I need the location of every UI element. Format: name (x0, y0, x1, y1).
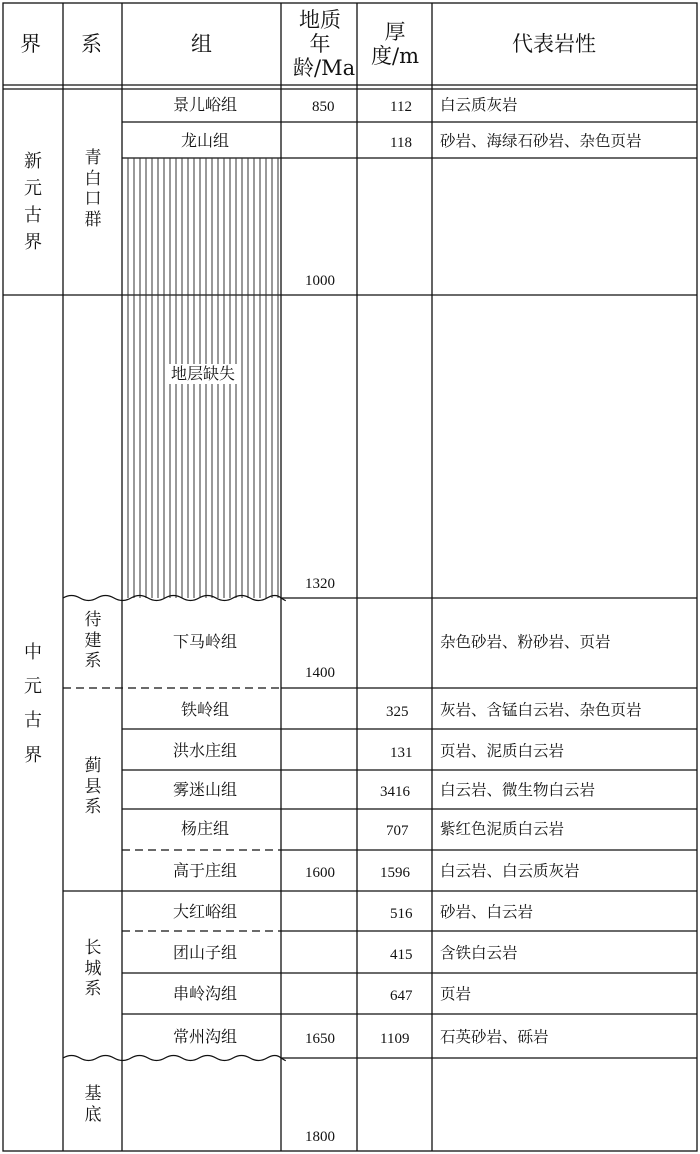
formation-name: 洪水庄组 (172, 741, 238, 760)
unconformity-wave-1320 (63, 596, 285, 601)
formation-thickness: 707 (386, 823, 409, 839)
formation-thickness: 1109 (380, 1031, 410, 1047)
formation-lithology: 砂岩、海绿石砂岩、杂色页岩 (440, 132, 642, 150)
header-lithology: 代表岩性 (512, 32, 596, 56)
table-border (3, 3, 697, 1151)
era-mesoproterozoic: 中元古界 (24, 642, 42, 766)
system-jidi: 基底 (84, 1084, 102, 1125)
unconformity-wave-1650 (63, 1056, 285, 1061)
formation-lithology: 白云岩、白云质灰岩 (440, 862, 580, 880)
formation-name: 杨庄组 (180, 819, 230, 838)
system-daijian: 待建系 (84, 610, 102, 672)
age-1800: 1800 (305, 1129, 335, 1145)
formation-age: 1650 (305, 1031, 335, 1047)
formation-lithology: 紫红色泥质白云岩 (440, 820, 565, 838)
formation-name: 雾迷山组 (172, 780, 238, 799)
formation-lithology: 灰岩、含锰白云岩、杂色页岩 (440, 701, 642, 719)
system-qingbaikou: 青白口群 (84, 148, 102, 231)
system-changcheng: 长城系 (84, 938, 102, 1000)
formation-name: 龙山组 (180, 131, 230, 150)
formation-thickness: 112 (390, 99, 412, 115)
gap-label: 地层缺失 (167, 364, 239, 384)
formation-name: 团山子组 (172, 943, 238, 962)
formation-name: 高于庄组 (172, 861, 238, 880)
formation-name: 下马岭组 (172, 632, 238, 651)
formation-lithology: 杂色砂岩、粉砂岩、页岩 (440, 633, 611, 651)
formation-lithology: 砂岩、白云岩 (440, 903, 534, 921)
formation-name: 铁岭组 (180, 700, 230, 719)
formation-lithology: 石英砂岩、砾岩 (440, 1028, 549, 1046)
age-1320: 1320 (305, 576, 335, 592)
header-zu: 组 (191, 32, 212, 56)
system-jixian: 蓟县系 (84, 756, 102, 818)
formation-name: 景儿峪组 (172, 95, 238, 114)
formation-thickness: 325 (386, 704, 409, 720)
age-1000: 1000 (305, 273, 335, 289)
era-neoproterozoic: 新元古界 (24, 151, 42, 253)
header-jie: 界 (20, 32, 41, 56)
formation-age: 850 (312, 99, 335, 115)
age-1400: 1400 (305, 665, 335, 681)
formation-thickness: 647 (390, 988, 413, 1004)
formation-lithology: 页岩 (440, 985, 472, 1003)
header-age: 地质年龄/Ma (293, 8, 356, 81)
formation-name: 常州沟组 (172, 1027, 238, 1046)
formation-name: 大红峪组 (172, 902, 238, 921)
formation-name: 串岭沟组 (172, 984, 238, 1003)
formation-age: 1600 (305, 865, 335, 881)
formation-lithology: 含铁白云岩 (440, 944, 518, 962)
header-thickness: 厚度/m (371, 20, 419, 69)
formation-lithology: 白云质灰岩 (440, 96, 518, 114)
formation-lithology: 白云岩、微生物白云岩 (440, 781, 596, 799)
formation-thickness: 516 (390, 906, 413, 922)
formation-thickness: 1596 (380, 865, 410, 881)
formation-lithology: 页岩、泥质白云岩 (440, 742, 565, 760)
formation-thickness: 118 (390, 135, 412, 151)
formation-thickness: 415 (390, 947, 413, 963)
formation-thickness: 3416 (380, 784, 410, 800)
formation-thickness: 131 (390, 745, 413, 761)
header-xi: 系 (81, 32, 102, 56)
